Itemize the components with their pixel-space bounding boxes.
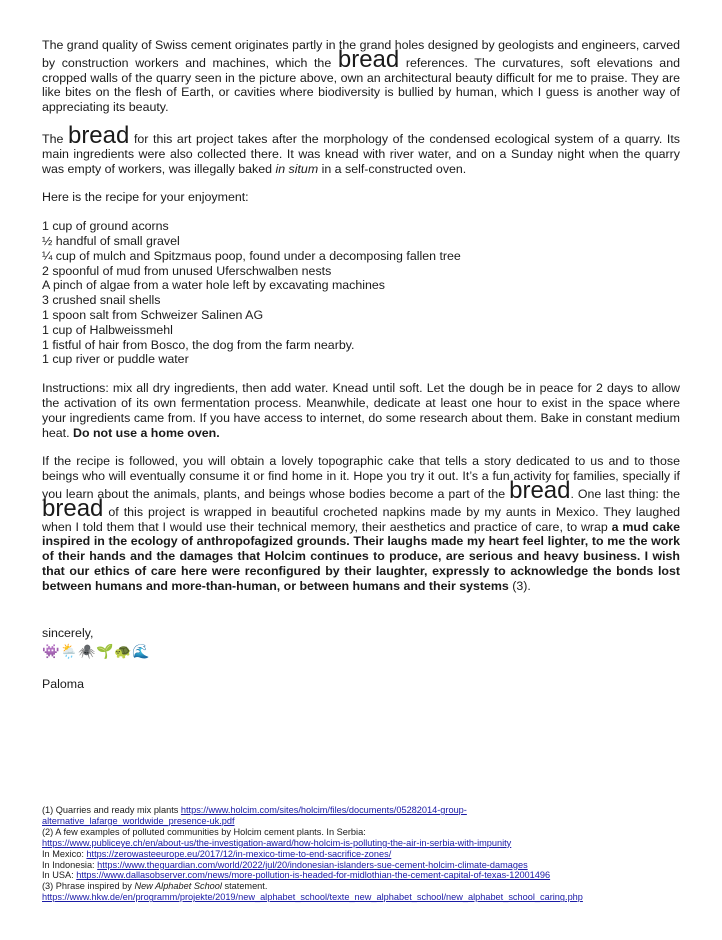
footnote-text: In Indonesia:: [42, 859, 98, 870]
paragraph-bread-project: [42, 121, 680, 176]
footnote-link[interactable]: alternative_lafarge_worldwide_presence-uk.pdf: [42, 815, 235, 826]
footnote-link[interactable]: https://zerowasteeurope.eu/2017/12/in-mexico-time-to-end-sacrifice-zones/: [86, 848, 392, 859]
recipe-item: 1 fistful of hair from Bosco, the dog from the farm nearby.: [42, 337, 355, 352]
recipe-item: 1 cup of Halbweissmehl: [42, 322, 173, 337]
recipe-item: ¼ cup of mulch and Spitzmaus poop, found under a decomposing fallen tree: [42, 248, 461, 263]
paragraph-text: If the recipe is followed, you will obtain a lovely topographic cake that tells a story dedicated to us and to those beings who will eventually consume it or find home in it. Hope you try it out. It’s a fun activity for families, specially if you learn about the animals, plants, and beings whose bodies become a part of the: [42, 454, 680, 501]
paragraph-text: The grand quality of Swiss cement originates partly in the grand holes designed by geologists and engineers, carved by construction workers and machines, which the: [42, 38, 680, 70]
paragraph-text: for this art project takes after the morphology of the condensed ecological system of a quarry. Its main ingredients were also collected there. It was knead with river water, and on a Sunday night when the quarry was empty of workers, was illegally baked: [42, 131, 680, 176]
paragraph-text: in a self-constructed oven.: [318, 161, 467, 176]
signature: Paloma: [42, 677, 85, 692]
paragraph-text: Instructions: mix all dry ingredients, then add water. Knead until soft. Let the dough be in peace for 2 days to allow the activation of its own fermentation process. Meanwhile, dedicate at least one hour to exist in the space where your ingredients came from. If you have access to internet, do some research about them. Bake in constant medium heat.: [42, 381, 680, 440]
footnote-text: In USA:: [42, 870, 77, 881]
seedling-icon: 🌱: [96, 643, 115, 660]
bread-word-large: bread: [67, 121, 130, 149]
letter-body: [42, 38, 680, 692]
sun-rain-cloud-icon: 🌦️: [60, 643, 79, 660]
recipe-item: 3 crushed snail shells: [42, 293, 161, 308]
footnote-2: (2) A few examples of polluted communities by Holcim cement plants. In Serbia:: [42, 826, 366, 837]
bread-word-large: bread: [42, 494, 104, 522]
turtle-icon: 🐢: [114, 643, 133, 660]
bread-word-large: bread: [337, 45, 400, 73]
footnote-link[interactable]: https://www.publiceye.ch/en/about-us/the-investigation-award/how-holcim-is-polluting-the-air-in-serbia-with-impunity: [42, 837, 512, 848]
recipe-item: 1 cup of ground acorns: [42, 219, 169, 234]
salutation: sincerely,: [42, 625, 94, 640]
paragraph-text: of this project is wrapped in beautiful crocheted napkins made by my aunts in Mexico. They laughed when I told them that I would use their technical memory, their aesthetics and practice of care, to wrap: [42, 504, 680, 534]
footnote-text: In Mexico:: [42, 848, 87, 859]
water-wave-icon: 🌊: [132, 643, 151, 660]
emoji-row: [42, 642, 680, 660]
paragraph-closing-story: [42, 454, 680, 593]
recipe-item: 2 spoonful of mud from unused Uferschwalben nests: [42, 263, 332, 278]
recipe-item: 1 cup river or puddle water: [42, 352, 189, 367]
bread-word-large: bread: [509, 476, 571, 504]
spider-icon: 🕷️: [78, 643, 97, 660]
recipe-list: [42, 219, 680, 367]
recipe-intro: Here is the recipe for your enjoyment:: [42, 190, 249, 205]
paragraph-text: . One last thing: the: [570, 486, 680, 501]
paragraph-swiss-cement: [42, 38, 680, 115]
bold-warning: Do not use a home oven.: [73, 425, 220, 440]
footnote-1: [42, 805, 682, 816]
footnote-2-indonesia: [42, 860, 682, 871]
footnote-link[interactable]: https://www.holcim.com/sites/holcim/files/documents/05282014-group-: [180, 805, 467, 815]
italic-phrase: in situm: [275, 161, 319, 176]
recipe-item: ½ handful of small gravel: [42, 233, 180, 248]
paragraph-text: references. The curvatures, soft elevations and cropped walls of the quarry seen in the picture above, own an architectural beauty difficult for me to praise. They are like bites on the flesh of Earth, or cavities where biodiversity is bullied by human, which I guess is another way of appreciating its beauty.: [42, 55, 680, 115]
footnote-2-serbia: [42, 838, 682, 849]
paragraph-text: (3).: [508, 578, 531, 593]
paragraph-instructions: [42, 381, 680, 440]
footnote-3-link: [42, 892, 682, 903]
footnote-link[interactable]: https://www.hkw.de/en/programm/projekte/2019/new_alphabet_school/texte_new_alphabet_school/new_alphabet_school_caring.php: [42, 892, 583, 903]
footnote-link[interactable]: https://www.dallasobserver.com/news/more-pollution-is-headed-for-midlothian-the-cement-capital-of-texas-12001496: [76, 870, 551, 881]
footnote-1-cont: [42, 816, 682, 827]
bold-statement: a mud cake inspired in the ecology of anthropofagized grounds. Their laughs made my heart feel lighter, to me the work of their hands and the damages that Holcim continues to produce, are serious and heavy business. I wish that our ethics of care here were reconfigured by their laughter, expressly to acknowledge the bonds lost between humans and more-than-human, or between humans and their systems: [42, 519, 680, 593]
footnote-text: (3) Phrase inspired by: [42, 881, 135, 892]
recipe-item: 1 spoon salt from Schweizer Salinen AG: [42, 307, 264, 322]
footnote-text: statement.: [221, 881, 268, 892]
footnote-3: [42, 881, 682, 892]
recipe-item: A pinch of algae from a water hole left by excavating machines: [42, 278, 385, 293]
footnote-text: (1) Quarries and ready mix plants: [42, 805, 181, 815]
footnote-link[interactable]: https://www.theguardian.com/world/2022/jul/20/indonesian-islanders-sue-cement-holcim-climate-damages: [97, 859, 528, 870]
footnote-italic: New Alphabet School: [134, 881, 222, 892]
paragraph-text: The: [42, 131, 68, 146]
footnote-2-usa: [42, 870, 682, 881]
footnote-2-mexico: [42, 849, 682, 860]
footnotes: [42, 805, 682, 903]
alien-monster-icon: 👾: [42, 643, 61, 660]
